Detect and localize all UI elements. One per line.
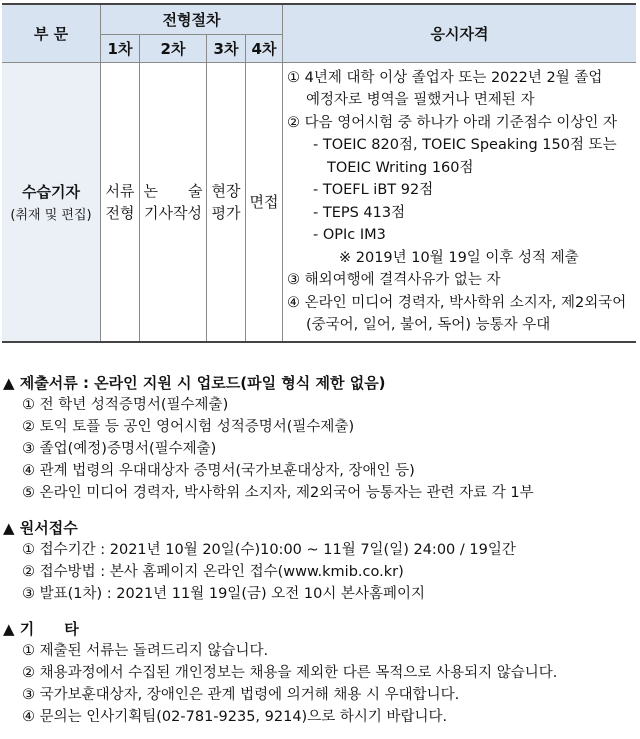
section-item: ③ 졸업(예정)증명서(필수제출) — [22, 441, 217, 457]
notice-sections — [0, 372, 640, 728]
qualification-line: - TEPS 413점 — [313, 204, 406, 221]
section-item: ① 접수기간 : 2021년 10월 20일(수)10:00 ~ 11월 7일(일) 24:00 / 19일간 — [22, 542, 516, 558]
header-step-3: 3차 — [207, 34, 246, 62]
step-1-cell — [101, 62, 140, 342]
section-application — [0, 517, 640, 605]
qualification-cell — [283, 62, 637, 342]
qualification-line: ② 다음 영어시험 중 하나가 아래 기준점수 이상인 자 — [287, 114, 618, 131]
department-name: 수습기자 — [22, 182, 80, 201]
step-2-cell — [140, 62, 207, 342]
step-3-cell — [207, 62, 246, 342]
step-3-line-2: 평가 — [211, 203, 241, 222]
qualification-line: - TOEIC 820점, TOEIC Speaking 150점 또는 — [313, 137, 617, 153]
qualification-line: TOEIC Writing 160점 — [327, 159, 474, 176]
section-title: ▲ 제출서류 : 온라인 지원 시 업로드(파일 형식 제한 없음) — [3, 374, 386, 392]
step-3-line-1: 현장 — [211, 181, 241, 200]
section-title: ▲ 원서접수 — [3, 519, 78, 537]
qualification-line: ③ 해외여행에 결격사유가 없는 자 — [287, 272, 501, 288]
section-etc — [0, 618, 640, 728]
section-item: ④ 관계 법령의 우대대상자 증명서(국가보훈대상자, 장애인 등) — [22, 463, 415, 479]
header-step-2: 2차 — [140, 34, 207, 62]
section-item: ② 접수방법 : 본사 홈페이지 온라인 접수(www.kmib.co.kr) — [22, 564, 404, 580]
step-4-text: 면접 — [249, 192, 279, 211]
step-1-line-1: 서류 — [105, 181, 135, 200]
section-item: ③ 발표(1차) : 2021년 11월 19일(금) 오전 10시 본사홈페이지 — [22, 586, 425, 602]
section-item: ③ 국가보훈대상자, 장애인은 관계 법령에 의거해 채용 시 우대합니다. — [22, 687, 460, 703]
header-step-4: 4차 — [246, 34, 283, 62]
section-item: ② 채용과정에서 수집된 개인정보는 채용을 제외한 다른 목적으로 사용되지 않습니다. — [22, 665, 558, 681]
department-cell — [2, 62, 101, 342]
section-item: ② 토익 토플 등 공인 영어시험 성적증명서(필수제출) — [22, 419, 355, 435]
header-procedure: 전형절차 — [101, 4, 283, 34]
section-item: ① 제출된 서류는 돌려드리지 않습니다. — [22, 643, 269, 659]
step-2-line-2: 기사작성 — [144, 203, 202, 222]
qualification-line: - TOEFL iBT 92점 — [313, 182, 434, 198]
recruitment-table — [2, 3, 636, 343]
header-department: 부 문 — [2, 4, 101, 62]
section-item: ④ 문의는 인사기획팀(02-781-9235, 9214)으로 하시기 바랍니다. — [22, 709, 448, 725]
qualification-line: - OPIc IM3 — [313, 227, 386, 243]
qualification-line: ④ 온라인 미디어 경력자, 박사학위 소지자, 제2외국어 — [287, 294, 627, 311]
header-step-1: 1차 — [101, 34, 140, 62]
section-item: ⑤ 온라인 미디어 경력자, 박사학위 소지자, 제2외국어 능통자는 관련 자료 각 1부 — [22, 485, 534, 501]
section-documents — [0, 372, 640, 504]
qualification-line: ① 4년제 대학 이상 졸업자 또는 2022년 2월 졸업 — [287, 69, 603, 86]
step-4-cell — [246, 62, 283, 342]
header-qualification: 응시자격 — [283, 4, 637, 62]
qualification-line: 예정자로 병역을 필했거나 면제된 자 — [306, 92, 535, 108]
step-1-line-2: 전형 — [105, 203, 135, 222]
section-item: ① 전 학년 성적증명서(필수제출) — [22, 397, 229, 413]
department-sub: (취재 및 편집) — [10, 207, 92, 223]
section-title: ▲ 기 타 — [3, 620, 79, 638]
qualification-note: ※ 2019년 10월 19일 이후 성적 제출 — [339, 249, 579, 266]
qualification-line: (중국어, 일어, 불어, 독어) 능통자 우대 — [306, 317, 551, 333]
step-2-line-1: 논 술 — [143, 181, 203, 200]
